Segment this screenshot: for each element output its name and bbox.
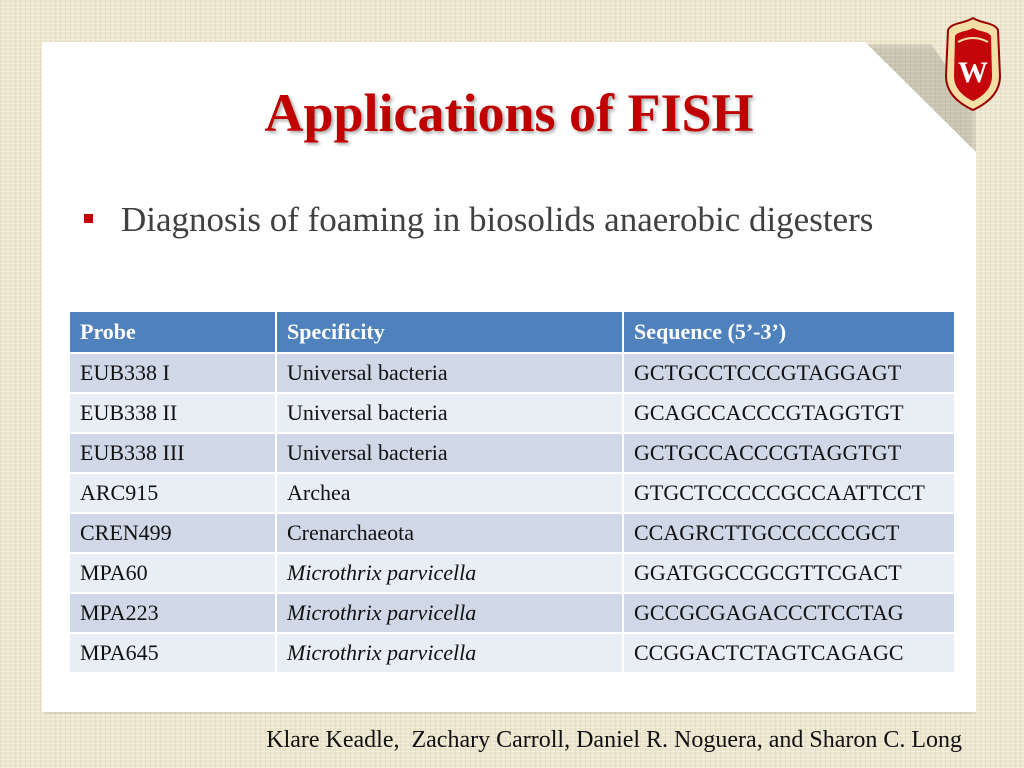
header-sequence: Sequence (5’-3’) [623,311,955,353]
square-bullet-icon [84,214,93,223]
probe-cell: MPA60 [69,553,276,593]
slide-title: Applications of FISH [264,83,754,143]
probe-cell: CREN499 [69,513,276,553]
table-row [69,353,955,393]
probe-cell: MPA645 [69,633,276,673]
specificity-cell: Microthrix parvicella [276,633,623,673]
specificity-cell: Universal bacteria [276,353,623,393]
sequence-cell: CCGGACTCTAGTCAGAGC [623,633,955,673]
probe-cell: ARC915 [69,473,276,513]
specificity-cell: Universal bacteria [276,393,623,433]
table-row [69,553,955,593]
sequence-cell: GCTGCCTCCCGTAGGAGT [623,353,955,393]
sequence-cell: GCCGCGAGACCCTCCTAG [623,593,955,633]
table-row [69,513,955,553]
table-row [69,433,955,473]
crest-letter: W [958,56,988,89]
author-credits: Klare Keadle, Zachary Carroll, Daniel R. Noguera, and Sharon C. Long [266,727,962,753]
specificity-cell: Microthrix parvicella [276,593,623,633]
bullet-item [84,196,924,244]
sequence-cell: GGATGGCCGCGTTCGACT [623,553,955,593]
sequence-cell: GTGCTCCCCCGCCAATTCCT [623,473,955,513]
bullet-text: Diagnosis of foaming in biosolids anaerobic digesters [121,200,874,239]
table-header-row [69,311,955,353]
probe-cell: EUB338 III [69,433,276,473]
table-row [69,633,955,673]
specificity-cell: Universal bacteria [276,433,623,473]
header-probe: Probe [69,311,276,353]
header-specificity: Specificity [276,311,623,353]
table-row [69,593,955,633]
probe-cell: MPA223 [69,593,276,633]
table-row [69,393,955,433]
specificity-cell: Archea [276,473,623,513]
sequence-cell: CCAGRCTTGCCCCCCGCT [623,513,955,553]
probe-table [68,310,956,674]
probe-cell: EUB338 I [69,353,276,393]
sequence-cell: GCAGCCACCCGTAGGTGT [623,393,955,433]
probe-cell: EUB338 II [69,393,276,433]
specificity-cell: Crenarchaeota [276,513,623,553]
sequence-cell: GCTGCCACCCGTAGGTGT [623,433,955,473]
table-row [69,473,955,513]
specificity-cell: Microthrix parvicella [276,553,623,593]
